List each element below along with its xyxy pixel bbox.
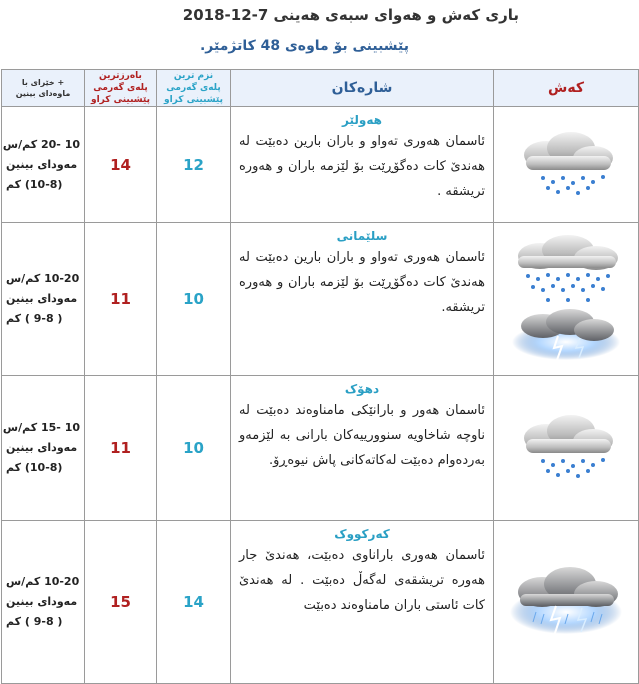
wind-visibility-cell: 10 -15 کم/س مەودای بینین (10-8) کم [2,376,85,521]
max-temp-cell: 11 [85,223,157,376]
forecast-text: ئاسمان هەوری باراناوی دەبێت، هەندێ جار هەورە تریشقەی لەگەڵ دەبێت . لە هەندێ کات ئاستی باران مامناوەند دەبێت [239,548,485,613]
min-temp-cell: 10 [157,223,231,376]
wind-visibility-cell: 10-20 کم/س مەودای بینین ( 9-8 ) کم [2,223,85,376]
col-header-wind: خێرای با + ماوەدای بینین [2,70,85,107]
city-name: هەولێر [342,113,382,127]
max-temp-cell: 14 [85,107,157,223]
table-row [2,223,639,376]
header-row [2,70,639,107]
forecast-description-cell [231,376,494,521]
forecast-table [1,69,639,684]
rain-cloud-icon [511,413,621,483]
forecast-text: ئاسمان هەوری تەواو و باران بارین دەبێت لە هەندێ کات دەگۆڕێت بۆ لێزمە باران و هەورە تریشقە . [239,134,485,199]
city-name: سلێمانی [336,229,388,243]
wind-visibility-cell: 10-20 کم/س مەودای بینین ( 9-8 ) کم [2,521,85,684]
forecast-description-cell [231,521,494,684]
forecast-text: ئاسمان هەوری تەواو و باران بارین دەبێت لە هەندێ کات دەگۆڕێت بۆ لێزمە باران و هەورە تریشقە. [239,250,485,315]
forecast-description-cell [231,223,494,376]
heavy-rain-icon [508,234,624,308]
rain-cloud-icon [511,130,621,200]
col-header-max-temp: باەرزترین پلەی گەرمی پێشبینی کراو [85,70,157,107]
weather-icon-cell [494,521,639,684]
city-name: دهۆک [344,382,380,396]
table-row [2,376,639,521]
thunderstorm-icon [508,308,624,364]
col-header-cities: شارەکان [231,70,494,107]
col-header-weather: کەش [494,70,639,107]
forecast-text: ئاسمان هەور و بارانێکی مامناوەند دەبێت لە ناوچە شاخاویە سنوورییەکان بارانی بە لێزمەو بەردەوام دەبێت لەکاتەکانی پاش نیوەڕۆ. [239,403,485,468]
city-name: کەرکووک [334,527,390,541]
page-subtitle: پێشبینی بۆ ماوەی 48 کاتژمێر. [199,38,409,54]
table-row [2,107,639,223]
forecast-description-cell [231,107,494,223]
table-row [2,521,639,684]
min-temp-cell: 14 [157,521,231,684]
weather-icon-cell [494,223,639,376]
page-title: باری کەش و هەوای سبەی هەینی 7-12-2018 [182,6,519,24]
weather-icon-cell [494,107,639,223]
weather-icon-cell [494,376,639,521]
min-temp-cell: 12 [157,107,231,223]
col-header-min-temp: نزم ترین پلەی گەرمی پێشبینی کراو [157,70,231,107]
max-temp-cell: 11 [85,376,157,521]
wind-visibility-cell: 10 -20 کم/س مەودای بینین (10-8) کم [2,107,85,223]
max-temp-cell: 15 [85,521,157,684]
min-temp-cell: 10 [157,376,231,521]
thunderstorm-icon [508,562,624,642]
